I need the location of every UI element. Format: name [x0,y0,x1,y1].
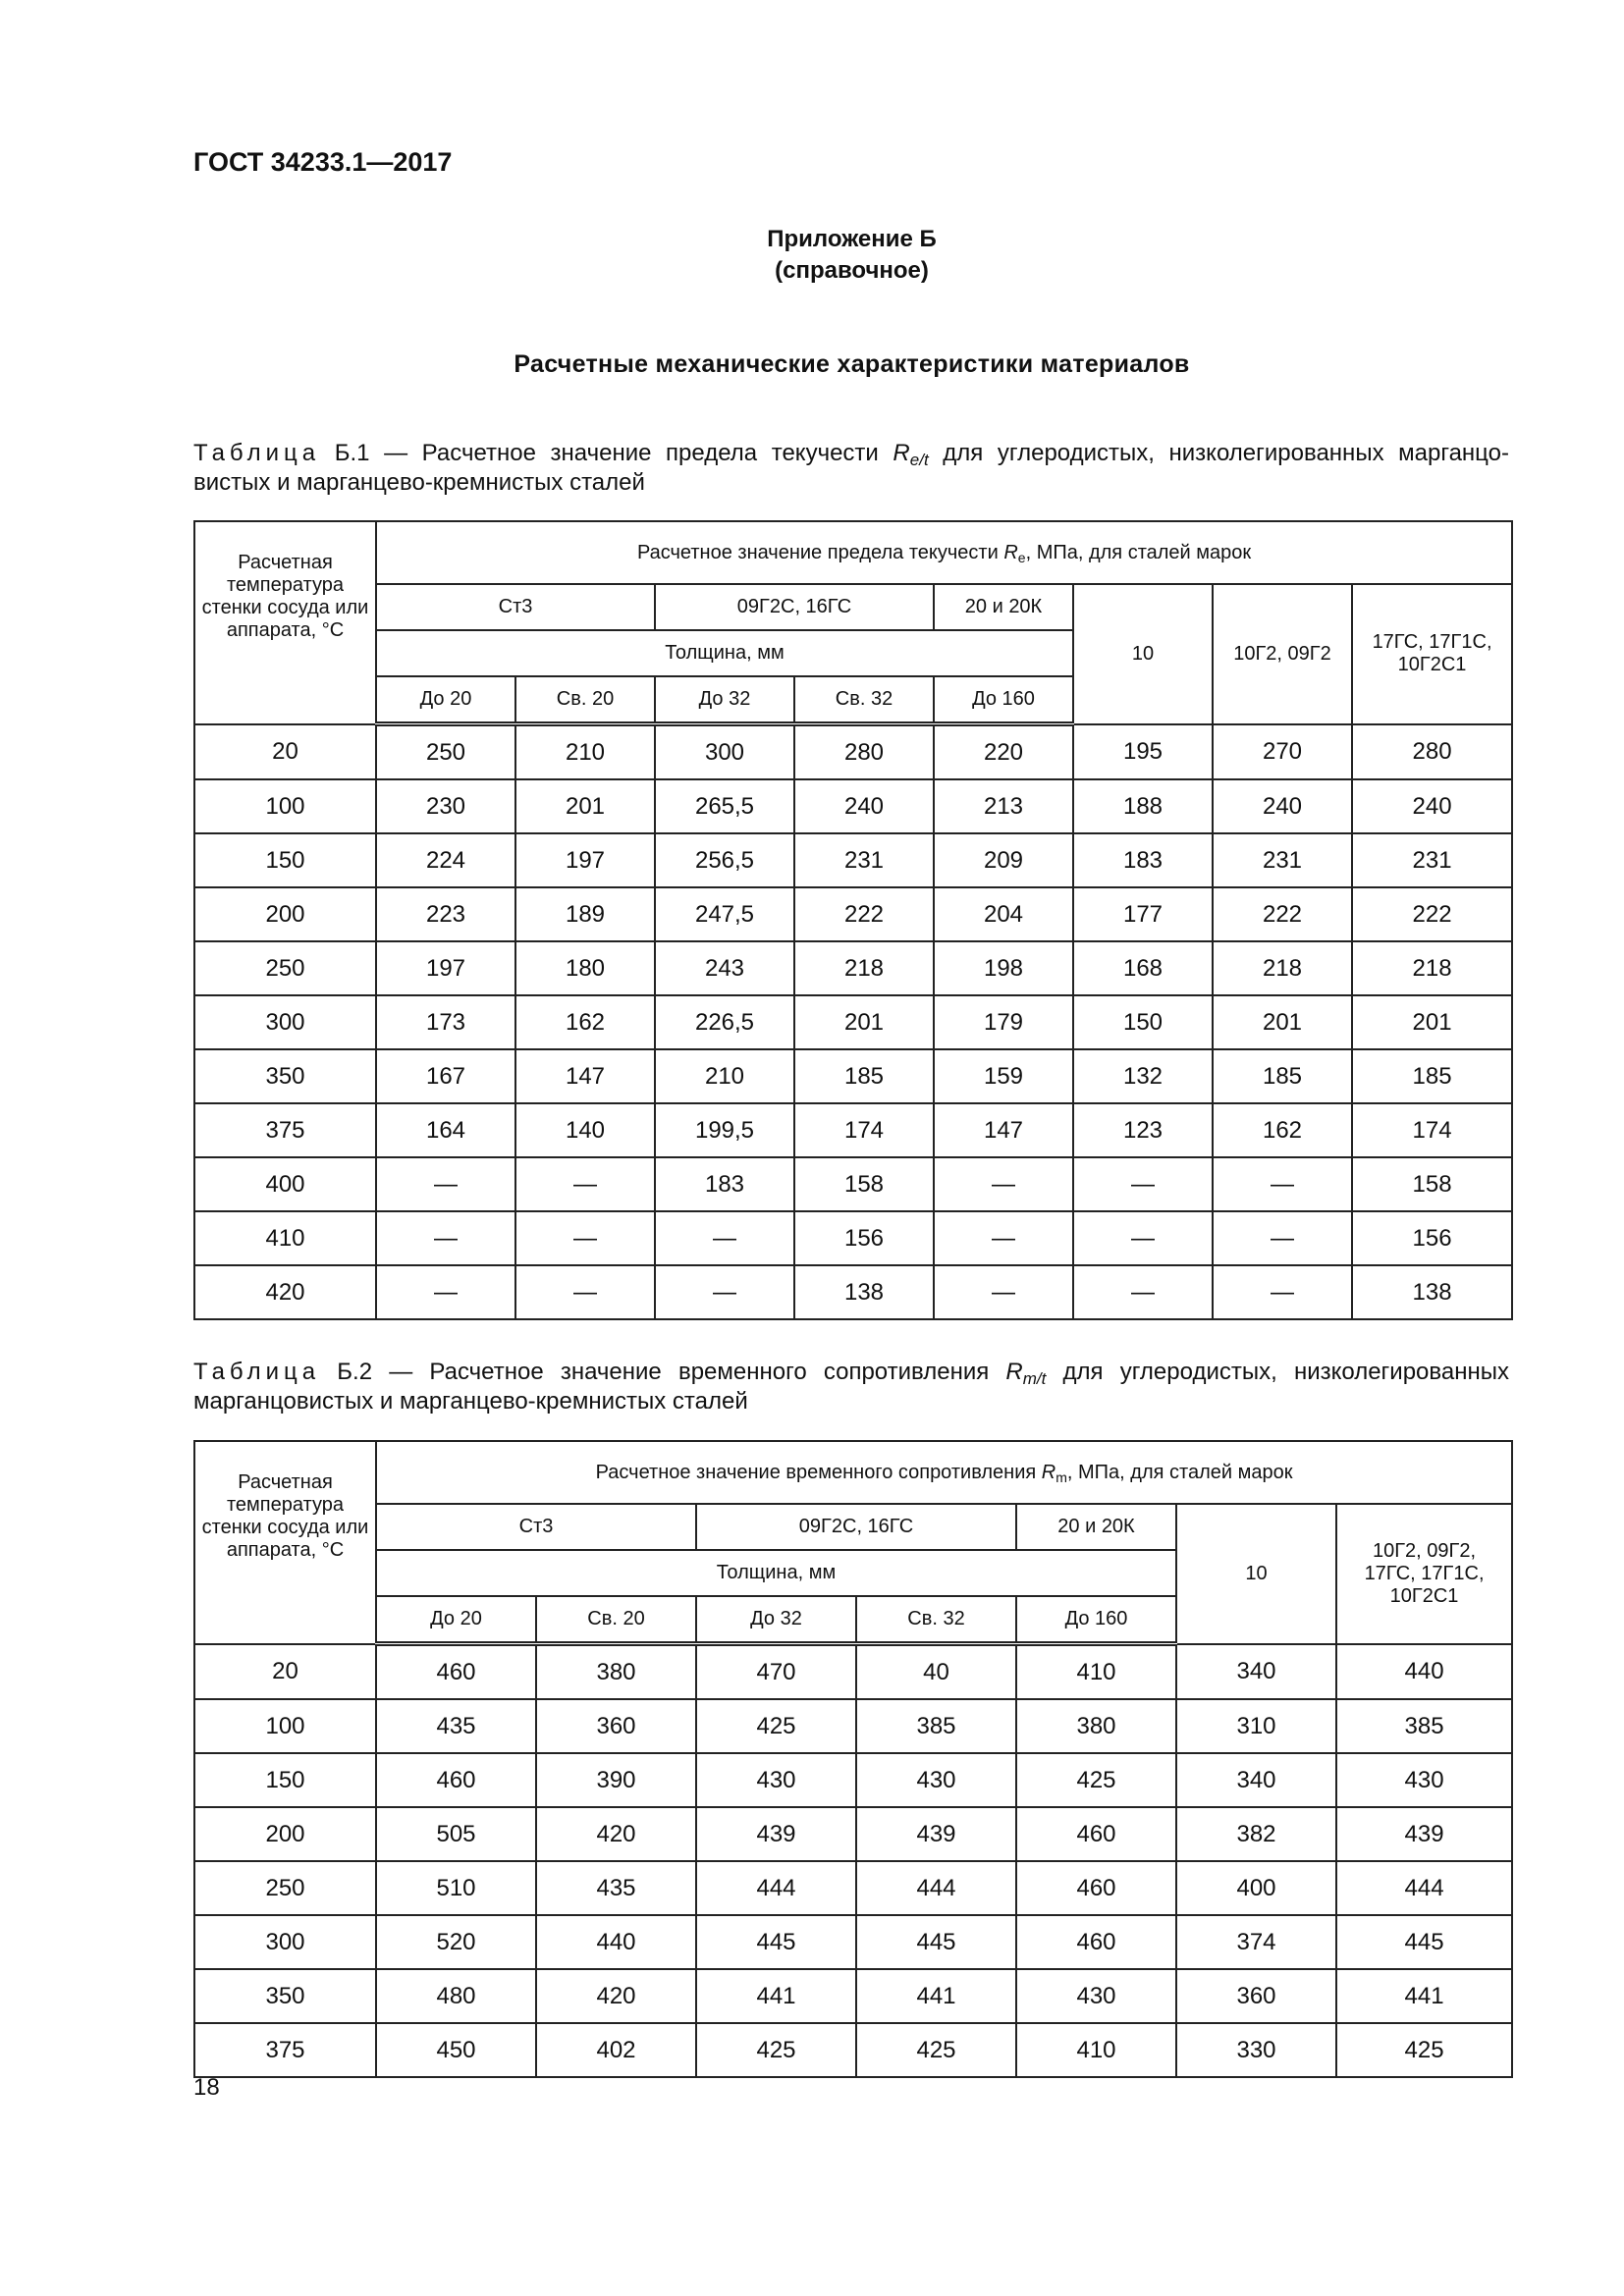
table2-group-09g2s: 09Г2С, 16ГС [696,1504,1016,1550]
table-row [194,887,1512,941]
value-cell: 420 [536,1969,696,2023]
value-cell: 243 [655,941,794,995]
value-cell: 444 [696,1861,856,1915]
table1-caption-text-end: для углеродистых, низколегированных марганцо- [943,440,1509,466]
value-cell: 201 [515,779,655,833]
value-cell: 197 [376,941,515,995]
value-cell: 179 [934,995,1073,1049]
value-cell: 210 [655,1049,794,1103]
value-cell: 209 [934,833,1073,887]
value-cell: 385 [856,1699,1016,1753]
value-cell: 218 [1213,941,1352,995]
value-cell: 425 [856,2023,1016,2077]
value-cell: 158 [1352,1157,1512,1211]
value-cell: 460 [376,1644,536,1700]
value-cell: 340 [1176,1644,1336,1700]
table2-caption-symbol: R [1005,1359,1023,1385]
value-cell: 250 [376,724,515,780]
temperature-cell: 375 [194,1103,376,1157]
value-cell: 425 [696,1699,856,1753]
value-cell: 256,5 [655,833,794,887]
value-cell: 162 [515,995,655,1049]
table2-body [194,1644,1512,2078]
value-cell: 231 [1352,833,1512,887]
value-cell: — [934,1265,1073,1319]
value-cell: 185 [794,1049,934,1103]
table-row [194,2023,1512,2077]
value-cell: 270 [1213,724,1352,780]
table1-thickness-0: До 20 [376,676,515,724]
value-cell: 230 [376,779,515,833]
table-row [194,1103,1512,1157]
table-row [194,1211,1512,1265]
value-cell: 505 [376,1807,536,1861]
value-cell: 430 [1016,1969,1176,2023]
table2-caption-number: Б.2 [337,1359,373,1385]
table1-thickness-2: До 32 [655,676,794,724]
value-cell: 445 [856,1915,1016,1969]
table-row [194,995,1512,1049]
temperature-cell: 375 [194,2023,376,2077]
value-cell: 410 [1016,1644,1176,1700]
appendix-type: (справочное) [775,257,929,284]
table1 [193,520,1513,1320]
value-cell: 226,5 [655,995,794,1049]
table2-col-10: 10 [1176,1504,1336,1644]
value-cell: 385 [1336,1699,1512,1753]
value-cell: — [1073,1265,1213,1319]
temperature-cell: 100 [194,1699,376,1753]
table-row [194,1265,1512,1319]
table2-span-header: Расчетное значение временного сопротивления $R_m$, МПа, для сталей марок [376,1441,1512,1504]
value-cell: 440 [536,1915,696,1969]
value-cell: 185 [1213,1049,1352,1103]
table1-group-st3: Ст3 [376,584,655,630]
value-cell: 240 [794,779,934,833]
value-cell: 430 [696,1753,856,1807]
value-cell: 183 [1073,833,1213,887]
value-cell: 198 [934,941,1073,995]
table-row [194,779,1512,833]
value-cell: 360 [536,1699,696,1753]
value-cell: — [1073,1157,1213,1211]
value-cell: 390 [536,1753,696,1807]
table2-caption-dash: — [389,1359,413,1385]
value-cell: 440 [1336,1644,1512,1700]
temperature-cell: 350 [194,1969,376,2023]
value-cell: 174 [1352,1103,1512,1157]
table2 [193,1440,1513,2078]
value-cell: 218 [794,941,934,995]
table1-caption-label: Таблица [193,440,321,466]
value-cell: 224 [376,833,515,887]
value-cell: 147 [515,1049,655,1103]
value-cell: 420 [536,1807,696,1861]
value-cell: 156 [1352,1211,1512,1265]
table2-caption-text-end: для углеродистых, низколегированных [1062,1359,1509,1385]
value-cell: 147 [934,1103,1073,1157]
value-cell: 441 [856,1969,1016,2023]
table1-caption-subscript: e/t [909,451,929,469]
table2-caption-line2: марганцовистых и марганцево-кремнистых сталей [193,1388,748,1415]
value-cell: 460 [1016,1861,1176,1915]
table2-thickness-0: До 20 [376,1596,536,1644]
table-row [194,941,1512,995]
value-cell: 201 [794,995,934,1049]
table-row [194,1644,1512,1700]
value-cell: 380 [536,1644,696,1700]
value-cell: 441 [696,1969,856,2023]
value-cell: 218 [1352,941,1512,995]
table1-thickness-label: Толщина, мм [376,630,1073,676]
value-cell: 150 [1073,995,1213,1049]
table2-group-20: 20 и 20К [1016,1504,1176,1550]
value-cell: 140 [515,1103,655,1157]
value-cell: 450 [376,2023,536,2077]
value-cell: — [1213,1211,1352,1265]
table1-caption [193,439,1509,498]
value-cell: 402 [536,2023,696,2077]
value-cell: 460 [1016,1915,1176,1969]
temperature-cell: 350 [194,1049,376,1103]
value-cell: 222 [1213,887,1352,941]
table2-thickness-4: До 160 [1016,1596,1176,1644]
temperature-cell: 200 [194,1807,376,1861]
value-cell: 183 [655,1157,794,1211]
value-cell: 380 [1016,1699,1176,1753]
temperature-cell: 410 [194,1211,376,1265]
value-cell: 188 [1073,779,1213,833]
value-cell: 156 [794,1211,934,1265]
value-cell: 195 [1073,724,1213,780]
value-cell: 480 [376,1969,536,2023]
value-cell: 280 [794,724,934,780]
value-cell: 222 [1352,887,1512,941]
value-cell: 360 [1176,1969,1336,2023]
table1-caption-text: Расчетное значение предела текучести [421,440,879,466]
table1-caption-symbol: R [893,440,910,466]
value-cell: 240 [1213,779,1352,833]
value-cell: 265,5 [655,779,794,833]
value-cell: 201 [1352,995,1512,1049]
value-cell: 460 [1016,1807,1176,1861]
value-cell: 400 [1176,1861,1336,1915]
value-cell: — [515,1265,655,1319]
value-cell: — [1073,1211,1213,1265]
temperature-cell: 300 [194,995,376,1049]
table-row [194,1969,1512,2023]
value-cell: 138 [1352,1265,1512,1319]
value-cell: 444 [856,1861,1016,1915]
table-row [194,833,1512,887]
value-cell: 40 [856,1644,1016,1700]
value-cell: 138 [794,1265,934,1319]
value-cell: 425 [1016,1753,1176,1807]
table2-thickness-2: До 32 [696,1596,856,1644]
table1-caption-line2: вистых и марганцево-кремнистых сталей [193,469,645,496]
value-cell: — [1213,1157,1352,1211]
temperature-cell: 20 [194,724,376,780]
table2-thickness-3: Св. 32 [856,1596,1016,1644]
value-cell: 439 [696,1807,856,1861]
value-cell: 382 [1176,1807,1336,1861]
value-cell: 374 [1176,1915,1336,1969]
value-cell: 247,5 [655,887,794,941]
temperature-cell: 20 [194,1644,376,1700]
value-cell: 441 [1336,1969,1512,2023]
value-cell: 162 [1213,1103,1352,1157]
table-row [194,1915,1512,1969]
value-cell: 330 [1176,2023,1336,2077]
table2-col-10g2: 10Г2, 09Г2, 17ГС, 17Г1С, 10Г2С1 [1336,1504,1512,1644]
value-cell: 310 [1176,1699,1336,1753]
value-cell: 201 [1213,995,1352,1049]
value-cell: 231 [794,833,934,887]
temperature-cell: 420 [194,1265,376,1319]
value-cell: 189 [515,887,655,941]
value-cell: 340 [1176,1753,1336,1807]
table1-col-10: 10 [1073,584,1213,724]
value-cell: 222 [794,887,934,941]
value-cell: 210 [515,724,655,780]
value-cell: 430 [856,1753,1016,1807]
value-cell: 520 [376,1915,536,1969]
table1-body [194,724,1512,1320]
value-cell: 470 [696,1644,856,1700]
value-cell: 445 [696,1915,856,1969]
temperature-cell: 250 [194,1861,376,1915]
table-row [194,1157,1512,1211]
table-row [194,1861,1512,1915]
table-row [194,1699,1512,1753]
value-cell: 164 [376,1103,515,1157]
value-cell: — [376,1157,515,1211]
value-cell: — [1213,1265,1352,1319]
table1-caption-dash: — [384,440,408,466]
value-cell: 435 [376,1699,536,1753]
temperature-cell: 300 [194,1915,376,1969]
value-cell: — [934,1157,1073,1211]
value-cell: — [515,1211,655,1265]
table2-group-st3: Ст3 [376,1504,696,1550]
table1-col-17gs: 17ГС, 17Г1С, 10Г2С1 [1352,584,1512,724]
table2-caption-subscript: m/t [1022,1369,1047,1388]
value-cell: 223 [376,887,515,941]
table2-caption [193,1358,1509,1416]
value-cell: — [515,1157,655,1211]
value-cell: 167 [376,1049,515,1103]
value-cell: 425 [1336,2023,1512,2077]
table1-caption-number: Б.1 [334,440,370,466]
table1-group-20: 20 и 20К [934,584,1073,630]
value-cell: 159 [934,1049,1073,1103]
value-cell: 300 [655,724,794,780]
table1-thickness-3: Св. 32 [794,676,934,724]
value-cell: — [376,1211,515,1265]
table-row [194,724,1512,780]
table2-thickness-label: Толщина, мм [376,1550,1176,1596]
value-cell: 177 [1073,887,1213,941]
value-cell: 174 [794,1103,934,1157]
appendix-title: Приложение Б [767,226,937,252]
value-cell: — [655,1265,794,1319]
value-cell: 425 [696,2023,856,2077]
value-cell: 240 [1352,779,1512,833]
temperature-cell: 100 [194,779,376,833]
value-cell: 444 [1336,1861,1512,1915]
value-cell: 123 [1073,1103,1213,1157]
table1-thickness-1: Св. 20 [515,676,655,724]
value-cell: — [934,1211,1073,1265]
table2-thickness-1: Св. 20 [536,1596,696,1644]
table2-caption-label: Таблица [193,1359,321,1385]
value-cell: 435 [536,1861,696,1915]
temperature-cell: 250 [194,941,376,995]
document-code: ГОСТ 34233.1—2017 [193,147,453,177]
table-row [194,1807,1512,1861]
value-cell: 168 [1073,941,1213,995]
value-cell: 460 [376,1753,536,1807]
table1-col-10g2: 10Г2, 09Г2 [1213,584,1352,724]
value-cell: 439 [1336,1807,1512,1861]
value-cell: 158 [794,1157,934,1211]
value-cell: 231 [1213,833,1352,887]
table1-temp-header: Расчетная температура стенки сосуда или аппарата, °C [194,521,376,724]
value-cell: 410 [1016,2023,1176,2077]
temperature-cell: 150 [194,1753,376,1807]
temperature-cell: 200 [194,887,376,941]
section-title: Расчетные механические характеристики материалов [514,350,1190,378]
value-cell: 180 [515,941,655,995]
table2-temp-header: Расчетная температура стенки сосуда или аппарата, °C [194,1441,376,1644]
value-cell: 445 [1336,1915,1512,1969]
value-cell: 132 [1073,1049,1213,1103]
value-cell: 213 [934,779,1073,833]
temperature-cell: 150 [194,833,376,887]
table1-span-header: Расчетное значение предела текучести $R_e$, МПа, для сталей марок [376,521,1512,584]
table2-caption-text: Расчетное значение временного сопротивления [429,1359,990,1385]
value-cell: 430 [1336,1753,1512,1807]
table1-thickness-4: До 160 [934,676,1073,724]
table-row [194,1049,1512,1103]
table-row [194,1753,1512,1807]
value-cell: 173 [376,995,515,1049]
value-cell: 439 [856,1807,1016,1861]
value-cell: 280 [1352,724,1512,780]
value-cell: 204 [934,887,1073,941]
value-cell: 185 [1352,1049,1512,1103]
value-cell: — [655,1211,794,1265]
value-cell: — [376,1265,515,1319]
value-cell: 199,5 [655,1103,794,1157]
value-cell: 197 [515,833,655,887]
value-cell: 510 [376,1861,536,1915]
temperature-cell: 400 [194,1157,376,1211]
table1-group-09g2s: 09Г2С, 16ГС [655,584,934,630]
page-number: 18 [193,2074,220,2101]
value-cell: 220 [934,724,1073,780]
